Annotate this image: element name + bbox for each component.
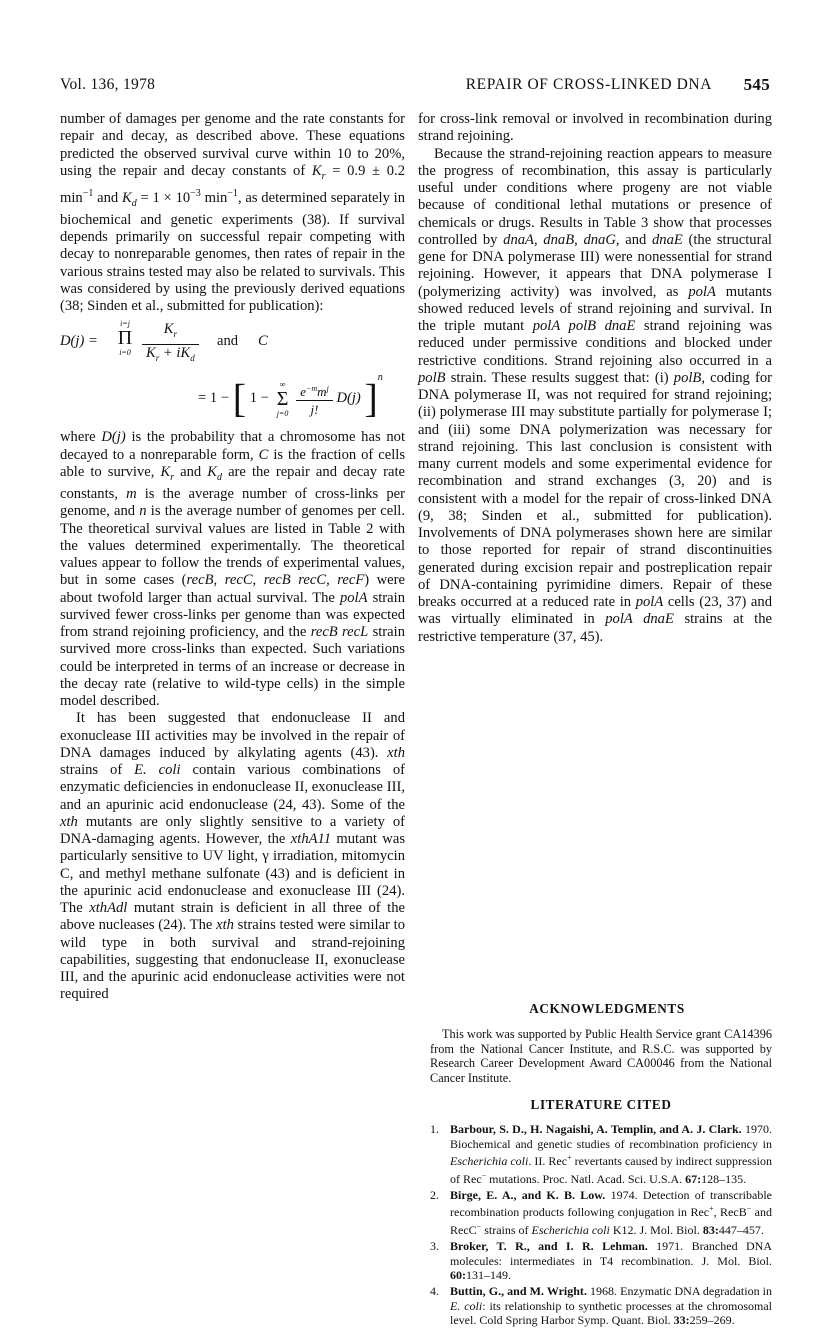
equation-lhs: D(j) = [60,333,98,350]
left-paragraph-3: It has been suggested that endonuclease II and exonuclease III activities may be involved in the repair of DNA damages induced by alkylating agents (43). xth strains of E. coli contain various combinations of enzymatic deficiencies in endonuclease II, exonuclease III, and an apurinic acid endonuclease (24, 43). Some of the xth mutants are only slightly sensitive to a variety of DNA-damaging agents. However, the xthA11 mutant was particularly sensitive to UV light, γ irradiation, mitomycin C, and methyl methane sulfonate (43) and is deficient in the apurinic acid endonuclease and exonuclease III (24). The xthAdl mutant strain is deficient in all three of the above nucleases (24). The xth strains tested were similar to wild type in both survival and strand-rejoining capabilities, suggesting that endonuclease II, exonuclease III, and the apurinic acid endonuclease activities were not required [60,710,405,1003]
acknowledgments-text: This work was supported by Public Health Service grant CA14396 from the National Cancer Institute, and R.S.C. was supported by Research Career Development Award CA00046 from the National Cancer Institute. [430,1026,772,1086]
equation-rhs: = 1 − [ 1 − ∞ Σ j=0 $\frac{e^{-m}m^j}{j!}$ D(j) ]$^n$ [198,372,383,422]
volume-label: Vol. 136, 1978 [60,76,156,93]
survival-equation [60,319,405,429]
right-paragraph-2: Because the strand-rejoining reaction appears to measure the progress of recombination, this assay is particularly useful under conditions where progeny are not viable because of conditional lethal mutations or presence of chemicals or drugs. Results in Table 3 show that processes controlled by dnaA, dnaB, dnaG, and dnaE (the structural gene for DNA polymerase III) were nonessential for strand rejoining. However, it appears that DNA polymerase I (polymerizing activity) was involved, as polA mutants showed reduced levels of strand rejoining and survival. In the triple mutant polA polB dnaE strand rejoining was reduced under permissive conditions and blocked under restrictive conditions. Strand rejoining also occurred in a polB strain. These results suggest that: (i) polB, coding for DNA polymerase II, was not required for strand rejoining; (ii) polymerase III may substitute partially for polymerase I; and (iii) some DNA polymerization was necessary for strand rejoining. This last conclusion is consistent with many current models and some experimental evidence for recombination and strand exchanges (3, 20) and is consistent with a model for the repair of cross-linked DNA (9, 38; Sinden et al., submitted for publication). Involvements of DNA polymerases shown here are similar to those reported for repair of strand discontinuities generated during excision repair and postreplication repair of DNA-containing pyrimidine dimers. Repair of these breaks occurred at a reduced rate in polA cells (23, 37) and was virtually eliminated in polA dnaE strains at the restrictive temperature (37, 45). [418,145,772,645]
running-title: REPAIR OF CROSS-LINKED DNA [465,76,712,93]
page-number: 545 [743,75,770,94]
poisson-fraction: $\frac{e^{-m}m^j}{j!}$ [296,380,333,419]
left-paragraph-2: where D(j) is the probability that a chromosome has not decayed to a nonreparable form, C is the fraction of cells able to survive, $K_r$ and $K_d$ are the repair and decay rate constants, m is the average number of cross-links per genome, and n is the average number of genomes per cell. The theoretical survival values are listed in Table 2 with the values determined experimentally. The theoretical values appear to follow the trends of experimental values, but in some cases (recB, recC, recB recC, recF) were about twofold larger than actual survival. The polA strain survived fewer cross-links per genome than was expected from strand rejoining proficiency, and the recB recL strain survived more cross-links than expected. Such variations could be interpreted in terms of an increase or decrease in the decay rate (relative to wild-type cells) in the simple model described. [60,429,405,710]
left-column [60,111,405,1004]
sum-operator: ∞ Σ j=0 [276,380,289,419]
equation-c-label: C [258,333,268,350]
left-paragraph-1: number of damages per genome and the rate constants for repair and decay, as described above. These equations predicted the observed survival curve within 10 to 20%, using the repair and decay constants of $K_r = 0.9 \pm 0.2$ $\min^{-1}$ and $K_d = 1 \times 10^{-3}$ $\min^{-1}$, as determined separately in biochemical and genetic experiments (38). If survival depends primarily on successful repair competing with decay to nonreparable genomes, then rates of repair in the various strains tested may also be related to survivals. This was considered by using the previously derived equations (38; Sinden et al., submitted for publication): [60,111,405,315]
page-header [60,76,770,100]
reference-item: 2. Birge, E. A., and K. B. Low. 1974. Detection of transcribable recombination products following conjugation in Rec+, RecB− and RecC− strains of Escherichia coli K12. J. Mol. Biol. 83:447–457. [430,1188,772,1237]
product-operator: i=j Π i=0 [117,319,133,358]
reference-item: 3. Broker, T. R., and I. R. Lehman. 1971. Branched DNA molecules: intermediates in T4 recombination. J. Mol. Biol. 60:131–149. [430,1239,772,1283]
reference-item: 1. Barbour, S. D., H. Nagaishi, A. Templin, and A. J. Clark. 1970. Biochemical and genetic studies of recombination proficiency in Escherichia coli. II. Rec+ revertants caused by indirect suppression of Rec− mutations. Proc. Natl. Acad. Sci. U.S.A. 67:128–135. [430,1122,772,1186]
rate-fraction: $K_r$ $K_r + iK_d$ [142,321,199,366]
equation-and: and [217,333,239,350]
acknowledgments-section [430,1002,772,1086]
literature-heading: LITERATURE CITED [530,1097,672,1112]
acknowledgments-heading: ACKNOWLEDGMENTS [529,1001,685,1016]
right-column [418,111,772,646]
right-paragraph-1: for cross-link removal or involved in recombination during strand rejoining. [418,111,772,145]
reference-item: 4. Buttin, G., and M. Wright. 1968. Enzymatic DNA degradation in E. coli: its relationship to synthetic processes at the chromosomal level. Cold Spring Harbor Symp. Quant. Biol. 33:259–269. [430,1284,773,1328]
literature-cited-section [430,1098,772,1330]
